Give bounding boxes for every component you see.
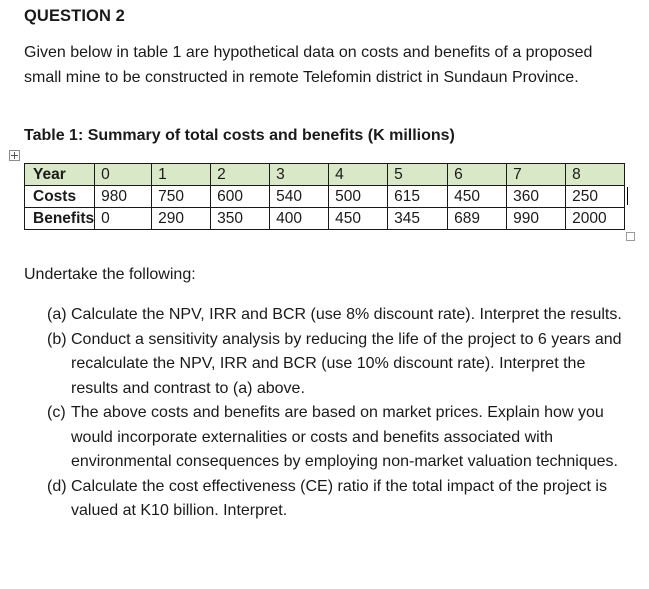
benefit-cell[interactable]: 450 xyxy=(329,208,388,230)
year-cell[interactable]: 4 xyxy=(329,164,388,186)
task-item-a xyxy=(47,303,622,328)
year-cell[interactable]: 6 xyxy=(448,164,507,186)
cost-cell[interactable]: 980 xyxy=(95,186,152,208)
task-text: Conduct a sensitivity analysis by reducing the life of the project to 6 years and recalculate the NPV, IRR and BCR (use 10% discount rate). Interpret the results and contrast to (a) above. xyxy=(71,330,622,397)
benefit-cell[interactable]: 689 xyxy=(448,208,507,230)
task-item-b xyxy=(47,328,622,402)
year-cell[interactable]: 3 xyxy=(270,164,329,186)
table-move-handle-icon[interactable] xyxy=(9,150,20,161)
task-marker: (a) xyxy=(47,306,67,323)
year-cell[interactable]: 2 xyxy=(211,164,270,186)
benefit-cell[interactable]: 990 xyxy=(507,208,566,230)
row-label-year[interactable]: Year xyxy=(25,164,95,186)
benefit-cell[interactable]: 345 xyxy=(388,208,448,230)
cost-cell[interactable]: 600 xyxy=(211,186,270,208)
benefit-cell[interactable]: 2000 xyxy=(566,208,625,230)
cost-cell[interactable]: 500 xyxy=(329,186,388,208)
cost-cell[interactable]: 615 xyxy=(388,186,448,208)
cost-cell[interactable]: 450 xyxy=(448,186,507,208)
cost-cell[interactable]: 360 xyxy=(507,186,566,208)
benefits-row xyxy=(25,208,625,230)
costs-row xyxy=(25,186,625,208)
cost-cell[interactable]: 750 xyxy=(152,186,211,208)
cost-cell[interactable]: 250 xyxy=(566,186,625,208)
task-list xyxy=(47,303,622,524)
question-heading: QUESTION 2 xyxy=(24,7,125,25)
task-marker: (d) xyxy=(47,477,67,495)
benefit-cell[interactable]: 0 xyxy=(95,208,152,230)
row-label-benefits[interactable]: Benefits xyxy=(25,208,95,230)
task-item-c xyxy=(47,401,622,475)
text-cursor xyxy=(627,187,628,205)
row-label-costs[interactable]: Costs xyxy=(25,186,95,208)
task-text: The above costs and benefits are based on market prices. Explain how you would incorporate externalities or costs and benefits associated with environmental consequences by employing non-market valuation techniques. xyxy=(71,404,618,470)
benefit-cell[interactable]: 400 xyxy=(270,208,329,230)
cost-benefit-table xyxy=(24,163,625,230)
benefit-cell[interactable]: 290 xyxy=(152,208,211,230)
task-text: Calculate the NPV, IRR and BCR (use 8% discount rate). Interpret the results. xyxy=(71,306,622,323)
year-row xyxy=(25,164,625,186)
task-text: Calculate the cost effectiveness (CE) ratio if the total impact of the project is valued at K10 billion. Interpret. xyxy=(71,477,607,519)
cost-cell[interactable]: 540 xyxy=(270,186,329,208)
table-resize-handle-icon[interactable] xyxy=(626,232,635,241)
task-marker: (b) xyxy=(47,330,67,348)
table-title: Table 1: Summary of total costs and benefits (K millions) xyxy=(24,127,455,144)
task-item-d xyxy=(47,475,622,524)
instructions-lead: Undertake the following: xyxy=(24,266,196,283)
year-cell[interactable]: 0 xyxy=(95,164,152,186)
task-marker: (c) xyxy=(47,404,66,421)
year-cell[interactable]: 5 xyxy=(388,164,448,186)
intro-paragraph: Given below in table 1 are hypothetical data on costs and benefits of a proposed small mine to be constructed in remote Telefomin district in Sundaun Province. xyxy=(24,44,593,86)
benefit-cell[interactable]: 350 xyxy=(211,208,270,230)
year-cell[interactable]: 7 xyxy=(507,164,566,186)
year-cell[interactable]: 1 xyxy=(152,164,211,186)
year-cell[interactable]: 8 xyxy=(566,164,625,186)
